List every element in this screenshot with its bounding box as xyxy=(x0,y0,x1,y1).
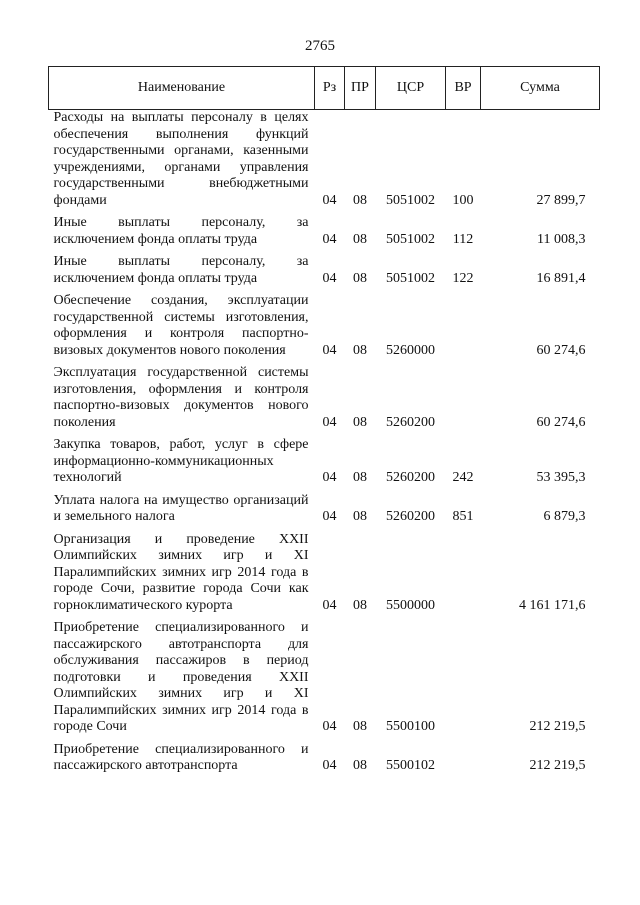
row-rz: 04 xyxy=(322,270,337,286)
row-vr: 242 xyxy=(452,470,474,485)
row-sum: 60 274,6 xyxy=(536,342,586,358)
row-csr: 5260200 xyxy=(386,509,435,524)
row-pr: 08 xyxy=(353,414,367,430)
row-pr: 08 xyxy=(353,758,367,773)
row-name: Расходы на выплаты персоналу в целях обеспечения выполнения функций государственными органами, казенными учреждениями, органами управления государственными внебюджетными фондами xyxy=(53,110,309,208)
row-vr xyxy=(446,620,481,742)
row-vr: 122 xyxy=(452,270,474,286)
row-pr: 08 xyxy=(353,342,367,358)
row-name: Приобретение специализированного и пассажирского автотранспорта xyxy=(53,741,309,773)
row-name: Иные выплаты персоналу, за исключением фонда оплаты труда xyxy=(53,254,309,286)
row-vr xyxy=(446,365,481,437)
table-row xyxy=(49,493,600,532)
table-row xyxy=(49,620,600,742)
row-rz: 04 xyxy=(322,719,337,734)
row-sum: 212 219,5 xyxy=(529,758,586,773)
row-rz: 04 xyxy=(322,597,337,613)
row-name: Иные выплаты персоналу, за исключением фонда оплаты труда xyxy=(53,215,309,247)
column-header-pr: ПР xyxy=(345,67,376,110)
column-header-vr: ВР xyxy=(446,67,481,110)
row-rz: 04 xyxy=(322,414,337,430)
table-row xyxy=(49,254,600,293)
row-vr: 851 xyxy=(452,509,474,524)
table-row xyxy=(49,365,600,437)
row-rz: 04 xyxy=(322,758,337,773)
column-header-sum: Сумма xyxy=(481,67,600,110)
row-sum: 53 395,3 xyxy=(536,470,586,485)
row-csr: 5500000 xyxy=(386,597,435,613)
row-csr: 5260200 xyxy=(386,414,435,430)
row-vr xyxy=(446,742,481,781)
row-name: Организация и проведение XXII Олимпийских зимних игр и XI Паралимпийских зимних игр 2014 года в городе Сочи, развитие города Сочи как горноклиматического курорта xyxy=(53,531,309,613)
row-pr: 08 xyxy=(353,597,367,613)
row-name: Приобретение специализированного и пассажирского автотранспорта для обслуживания пассажиров в период подготовки и проведения XXII Олимпийских зимних игр и XI Паралимпийских зимних игр 2014 года в городе Сочи xyxy=(53,620,309,734)
row-sum: 27 899,7 xyxy=(536,192,586,208)
row-csr: 5051002 xyxy=(386,192,435,208)
row-vr xyxy=(446,293,481,365)
row-rz: 04 xyxy=(322,192,337,208)
table-row xyxy=(49,437,600,493)
column-header-csr: ЦСР xyxy=(376,67,446,110)
row-pr: 08 xyxy=(353,231,367,247)
table-row xyxy=(49,532,600,621)
table-row xyxy=(49,293,600,365)
row-rz: 04 xyxy=(322,470,337,485)
row-pr: 08 xyxy=(353,509,367,524)
row-csr: 5260000 xyxy=(386,342,435,358)
row-name: Уплата налога на имущество организаций и земельного налога xyxy=(53,492,309,524)
row-pr: 08 xyxy=(353,719,367,734)
row-vr xyxy=(446,532,481,621)
row-csr: 5051002 xyxy=(386,231,435,247)
page-number: 2765 xyxy=(305,38,335,54)
row-vr: 112 xyxy=(452,231,474,247)
table-header-row xyxy=(49,67,600,110)
row-sum: 60 274,6 xyxy=(536,414,586,430)
column-header-rz: Рз xyxy=(315,67,345,110)
table-row xyxy=(49,215,600,254)
row-sum: 212 219,5 xyxy=(529,719,586,734)
row-sum: 11 008,3 xyxy=(537,231,586,247)
table-row xyxy=(49,742,600,781)
row-csr: 5260200 xyxy=(386,470,435,485)
row-rz: 04 xyxy=(322,342,337,358)
row-pr: 08 xyxy=(353,470,367,485)
row-csr: 5500100 xyxy=(386,719,435,734)
row-vr: 100 xyxy=(452,192,474,208)
row-pr: 08 xyxy=(353,192,367,208)
table-row xyxy=(49,110,600,216)
row-rz: 04 xyxy=(322,509,337,524)
row-csr: 5051002 xyxy=(386,270,435,286)
row-name: Эксплуатация государственной системы изготовления, оформления и контроля паспортно-визовых документов нового поколения xyxy=(53,365,309,430)
row-pr: 08 xyxy=(353,270,367,286)
row-sum: 6 879,3 xyxy=(543,509,586,524)
budget-table xyxy=(48,66,600,781)
column-header-name: Наименование xyxy=(49,67,315,110)
row-csr: 5500102 xyxy=(386,758,435,773)
row-name: Обеспечение создания, эксплуатации государственной системы изготовления, оформления и контроля паспортно-визовых документов нового поколения xyxy=(53,293,309,358)
row-rz: 04 xyxy=(322,231,337,247)
row-sum: 16 891,4 xyxy=(536,270,586,286)
row-sum: 4 161 171,6 xyxy=(519,597,586,613)
row-name: Закупка товаров, работ, услуг в сфере информационно-коммуникационных технологий xyxy=(53,437,309,485)
